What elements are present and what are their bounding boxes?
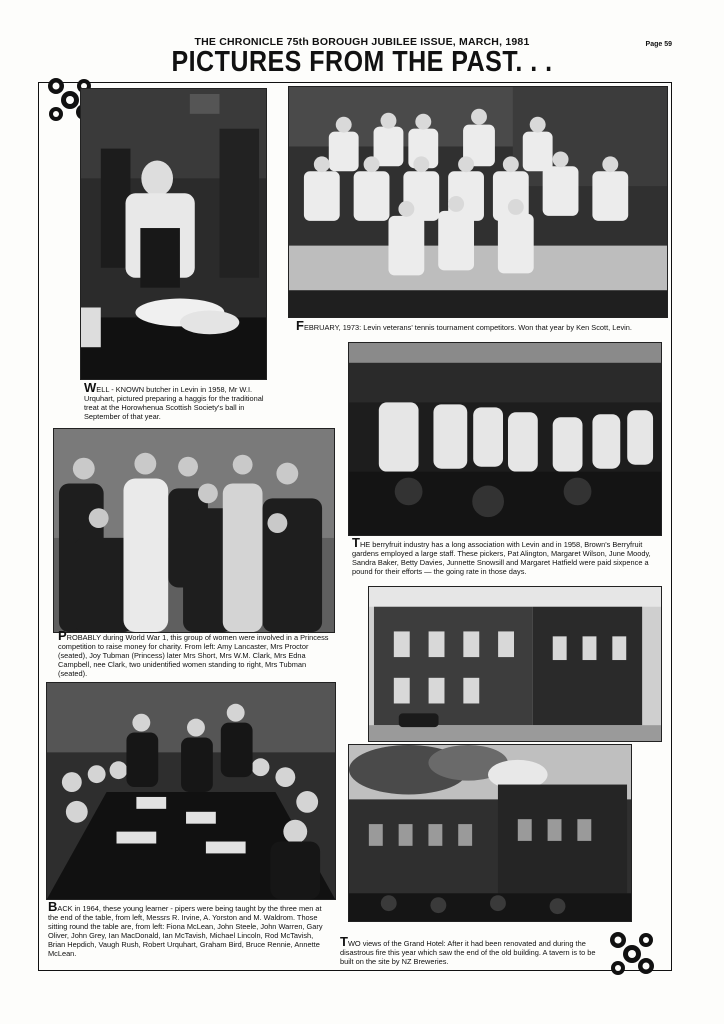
caption-women bbox=[58, 628, 334, 678]
page-headline: PICTURES FROM THE PAST. . . bbox=[171, 45, 553, 79]
caption-text: EBRUARY, 1973: Levin veterans' tennis tournament competitors. Won that year by Ken Scott, Levin. bbox=[303, 323, 632, 332]
photo-berry-pickers bbox=[348, 342, 662, 536]
caption-text: ACK in 1964, these young learner - pipers were being taught by the three men at the end of the table, from left, Messrs R. Irvine, A. Yorston and M. Waldrom. Those sitting round the table are, from left: Fiona McLean, John Steele, John Warren, Gary Oliver, John Grey, Ian MacDonald, Ian McTavish, Michael Lincoln, Rod McTavish, Brian Hepdich, Vaugh Rush, Robert Urquhart, Graham Bird, Bruce Rennie, Annette McLean. bbox=[48, 904, 323, 958]
caption-text: WO views of the Grand Hotel: After it had been renovated and during the disastrous fire this year which saw the end of the old building. A tavern is to be built on the site by NZ Breweries. bbox=[340, 939, 596, 966]
caption-text: HE berryfruit industry has a long association with Levin and in 1958, Brown's Berryfruit gardens employed a large staff. These pickers, Pat Alington, Margaret Wilson, June Moody, Sandra Baker, Betty Davies, Junnette Snowsill and Margaret Hatfield were paid sixpence a pound for their efforts — the going rate in those days. bbox=[352, 540, 651, 576]
photo-princess-competition bbox=[53, 428, 335, 633]
caption-berryfruit bbox=[352, 535, 658, 576]
photo-grand-hotel-renovated bbox=[368, 586, 662, 742]
caption-dropcap: F bbox=[296, 318, 304, 333]
caption-hotel bbox=[340, 934, 602, 966]
photo-butcher bbox=[80, 88, 267, 380]
scroll-ornament-icon bbox=[604, 926, 660, 982]
photo-grand-hotel-fire bbox=[348, 744, 632, 922]
page-number: Page 59 bbox=[645, 41, 672, 48]
caption-butcher bbox=[84, 380, 266, 421]
caption-pipers bbox=[48, 899, 332, 958]
caption-dropcap: B bbox=[48, 899, 58, 914]
caption-dropcap: W bbox=[84, 380, 97, 395]
caption-dropcap: P bbox=[58, 628, 67, 643]
caption-tennis bbox=[296, 318, 664, 333]
masthead: THE CHRONICLE 75th BOROUGH JUBILEE ISSUE, MARCH, 1981 bbox=[194, 36, 530, 48]
caption-text: ELL - KNOWN butcher in Levin in 1958, Mr W.I. Urquhart, pictured preparing a haggis for the traditional treat at the Horowhenua Scottish Society's ball in September of that year. bbox=[84, 385, 264, 421]
caption-text: ROBABLY during World War 1, this group of women were involved in a Princess competition to raise money for charity. From left: Amy Lancaster, Mrs Proctor (seated), Joy Tubman (Princess) later Mrs Short, Mrs W.M. Clark, Mrs Edna Campbell, nee Clark, two unidentified women standing to right, Mrs Tubman (seated). bbox=[58, 633, 329, 678]
photo-learner-pipers bbox=[46, 682, 336, 900]
photo-tennis-veterans bbox=[288, 86, 668, 318]
caption-dropcap: T bbox=[352, 535, 360, 550]
caption-dropcap: T bbox=[340, 934, 348, 949]
